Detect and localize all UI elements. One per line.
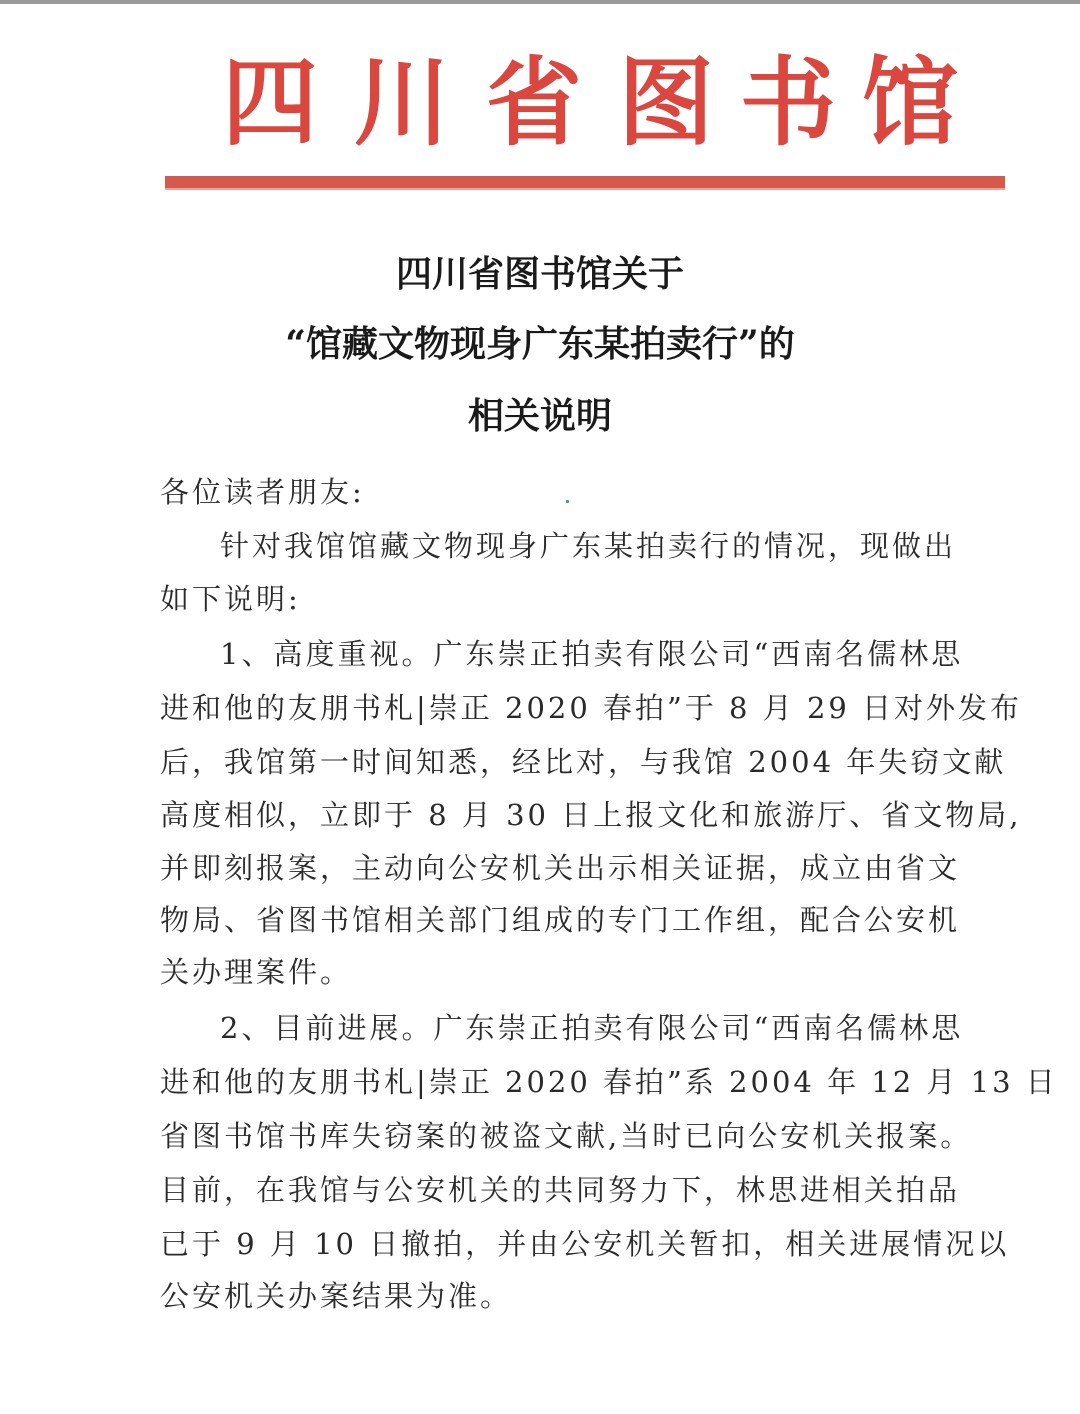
letterhead-char: 川 [354,46,450,159]
scan-speck [566,500,569,503]
body-line: 进和他的友朋书札|崇正 2020 春拍”于 8 月 29 日对外发布 [160,691,1023,725]
body-line: 高度相似，立即于 8 月 30 日上报文化和旅游厅、省文物局, [160,798,1022,832]
salutation: 各位读者朋友: [160,475,365,509]
body-line: 1、高度重视。广东崇正拍卖有限公司“西南名儒林思 [220,637,964,671]
body-line: 目前，在我馆与公安机关的共同努力下，林思进相关拍品 [160,1173,961,1207]
body-line: 物局、省图书馆相关部门组成的专门工作组，配合公安机 [160,903,961,937]
body-line: 后，我馆第一时间知悉，经比对，与我馆 2004 年失窃文献 [160,745,1007,779]
letterhead-divider [165,176,1005,188]
body-line: 2、目前进展。广东崇正拍卖有限公司“西南名儒林思 [220,1011,964,1045]
body-line: 并即刻报案，主动向公安机关出示相关证据，成立由省文 [160,851,961,885]
document-title-line-3: 相关说明 [467,395,612,437]
letterhead-divider-thin [165,188,1005,190]
document-title-line-2: “馆藏文物现身广东某拍卖行”的 [285,323,795,365]
body-line: 省图书馆书库失窃案的被盗文献,当时已向公安机关报案。 [160,1119,973,1153]
letterhead-title [0,48,1080,158]
letterhead-char: 省 [486,46,582,159]
scan-top-edge [0,0,1080,4]
letterhead-char: 书 [740,46,836,159]
body-line: 针对我馆馆藏文物现身广东某拍卖行的情况，现做出 [220,529,957,563]
body-line: 已于 9 月 10 日撤拍，并由公安机关暂扣，相关进展情况以 [160,1227,1010,1261]
letterhead-char: 图 [618,46,714,159]
document-title-line-1: 四川省图书馆关于 [395,253,684,295]
body-line: 公安机关办案结果为准。 [160,1279,513,1313]
body-line: 关办理案件。 [160,955,353,989]
body-line: 如下说明: [160,582,301,616]
letterhead-char: 馆 [862,46,958,159]
body-line: 进和他的友朋书札|崇正 2020 春拍”系 2004 年 12 月 13 日 [160,1065,1058,1099]
letterhead-char: 四 [222,46,318,159]
